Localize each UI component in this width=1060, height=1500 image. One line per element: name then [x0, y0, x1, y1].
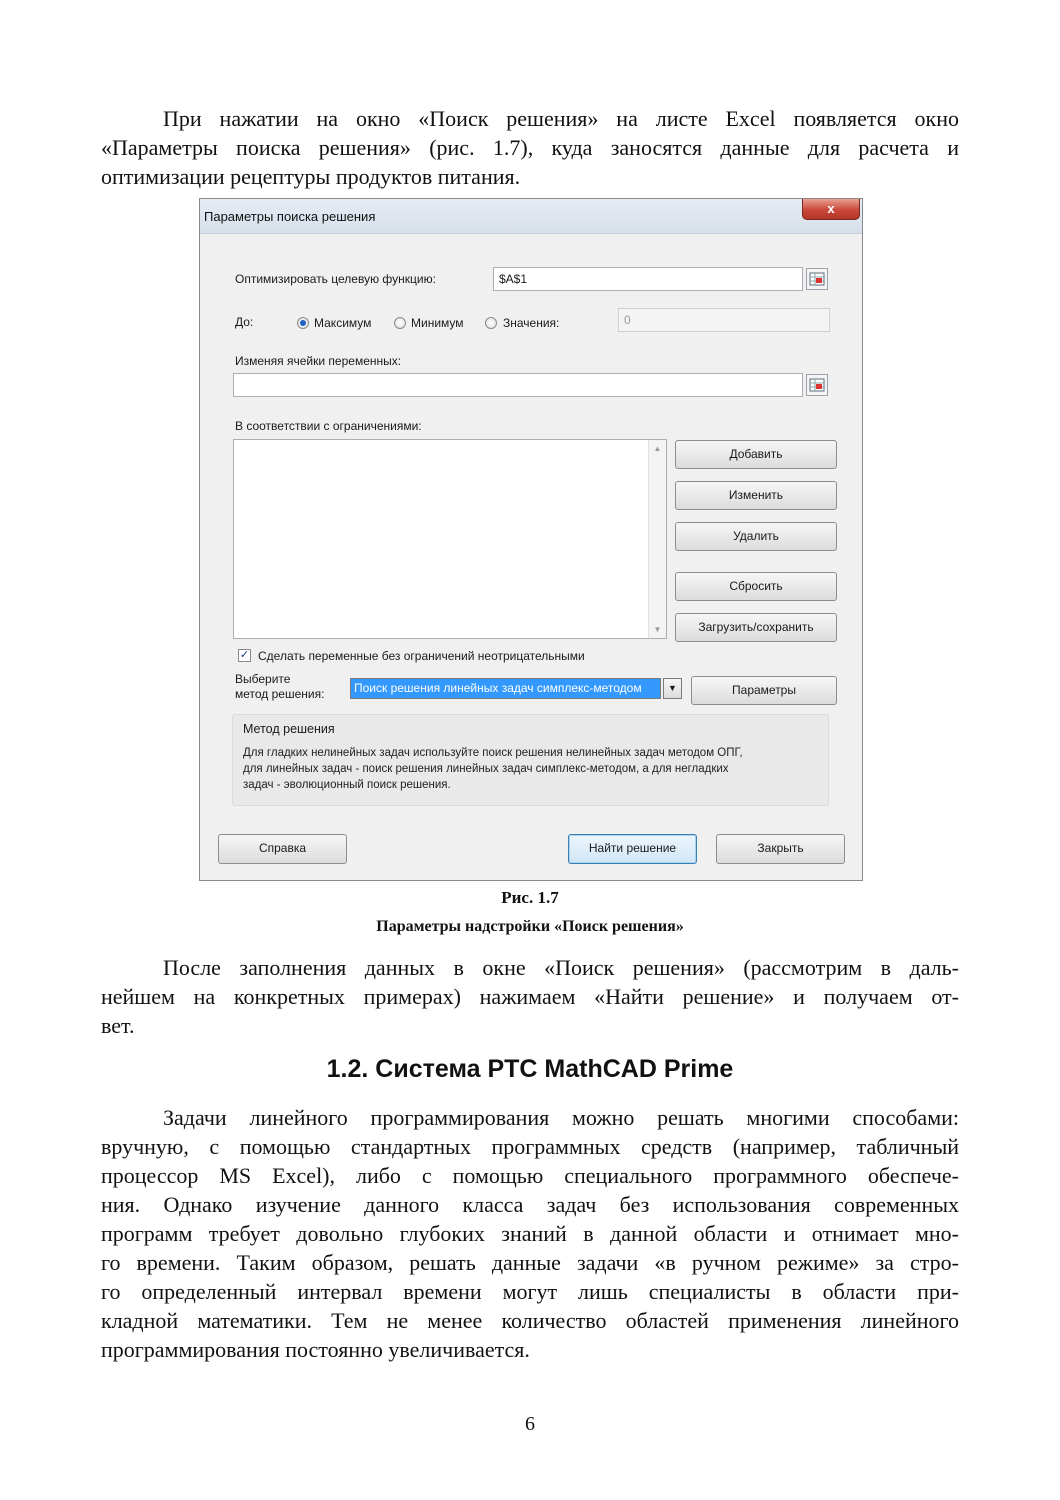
delete-button[interactable]: Удалить	[675, 522, 837, 551]
text-line: Задачи линейного программирования можно решать многими способами:	[163, 1105, 959, 1130]
load-save-button[interactable]: Загрузить/сохранить	[675, 613, 837, 642]
radio-max-label: Максимум	[314, 316, 372, 330]
method-description	[243, 745, 743, 793]
radio-value-label: Значения:	[503, 316, 560, 330]
description-line: задач - эволюционный поиск решения.	[243, 779, 451, 791]
dialog-title: Параметры поиска решения	[204, 209, 376, 224]
section-heading: 1.2. Система PTC MathCAD Prime	[326, 1055, 734, 1083]
text-line: программ требует довольно глубоких знаний в данной области и отнимает мно-	[101, 1221, 959, 1246]
constraints-list[interactable]	[233, 439, 667, 639]
dialog-titlebar	[200, 199, 862, 234]
options-button[interactable]: Параметры	[691, 676, 837, 705]
radio-value[interactable]	[485, 317, 497, 329]
constraints-label: В соответствии с ограничениями:	[235, 419, 422, 433]
method-label: Выберите	[235, 672, 291, 686]
text-line: нейшем на конкретных примерах) нажимаем «Найти решение» и получаем от-	[101, 984, 959, 1009]
add-button[interactable]: Добавить	[675, 440, 837, 469]
scrollbar[interactable]	[648, 440, 666, 638]
close-icon[interactable]: x	[802, 199, 860, 220]
method-select[interactable]: Поиск решения линейных задач симплекс-методом	[350, 678, 661, 699]
text-line: процессор MS Excel), либо с помощью специального программного обеспече-	[101, 1163, 959, 1188]
text-line: вручную, с помощью стандартных программных средств (например, табличный	[101, 1134, 959, 1159]
text-line: го времени. Таким образом, решать данные задачи «в ручном режиме» за стро-	[101, 1250, 959, 1275]
intro-paragraph	[101, 104, 959, 191]
description-line: для линейных задач - поиск решения линейных задач симплекс-методом, а для негладких	[243, 763, 729, 775]
change-button[interactable]: Изменить	[675, 481, 837, 510]
text-line: оптимизации рецептуры продуктов питания.	[101, 164, 521, 189]
radio-min-label: Минимум	[411, 316, 464, 330]
variable-cells-input[interactable]	[233, 373, 803, 397]
objective-label: Оптимизировать целевую функцию:	[235, 272, 436, 286]
radio-min[interactable]	[394, 317, 406, 329]
section-paragraph	[101, 1103, 959, 1364]
scroll-up-icon[interactable]: ▲	[653, 444, 662, 453]
figure-caption: Параметры надстройки «Поиск решения»	[376, 918, 684, 935]
text-line: «Параметры поиска решения» (рис. 1.7), куда заносятся данные для расчета и	[101, 135, 959, 160]
radio-max[interactable]	[297, 317, 309, 329]
nonneg-label: Сделать переменные без ограничений неотрицательными	[258, 649, 585, 663]
text-line: вет.	[101, 1013, 135, 1038]
close-button[interactable]: Закрыть	[716, 834, 845, 864]
text-line: кладной математики. Тем не менее количество областей применения линейного	[101, 1308, 959, 1333]
objective-input[interactable]: $A$1	[493, 267, 803, 291]
figure-number: Рис. 1.7	[501, 888, 559, 907]
variable-cells-label: Изменяя ячейки переменных:	[235, 354, 402, 368]
help-button[interactable]: Справка	[218, 834, 347, 864]
text-line: При нажатии на окно «Поиск решения» на листе Excel появляется окно	[163, 106, 959, 131]
method-label: метод решения:	[235, 687, 325, 701]
text-line: После заполнения данных в окне «Поиск решения» (рассмотрим в даль-	[163, 955, 959, 980]
method-groupbox	[232, 714, 829, 806]
chevron-down-icon[interactable]: ▼	[663, 678, 682, 699]
text-line: го определенный интервал времени могут лишь специалисты в области при-	[101, 1279, 959, 1304]
text-line: программирования постоянно увеличивается.	[101, 1337, 530, 1362]
value-input[interactable]: 0	[618, 308, 830, 332]
method-group-title: Метод решения	[243, 722, 335, 736]
scroll-down-icon[interactable]: ▼	[653, 625, 662, 634]
after-paragraph	[101, 953, 959, 1040]
page-number: 6	[525, 1413, 535, 1435]
range-select-icon[interactable]	[806, 268, 828, 290]
solve-button[interactable]: Найти решение	[568, 834, 697, 864]
text-line: ния. Однако изучение данного класса задач без использования современных	[101, 1192, 959, 1217]
range-select-icon[interactable]	[806, 374, 828, 396]
reset-button[interactable]: Сбросить	[675, 572, 837, 601]
nonneg-checkbox[interactable]: ✓	[239, 649, 250, 661]
solver-parameters-dialog	[199, 198, 863, 881]
description-line: Для гладких нелинейных задач используйте поиск решения нелинейных задач методом ОПГ,	[243, 747, 743, 759]
to-label: До:	[235, 315, 254, 329]
